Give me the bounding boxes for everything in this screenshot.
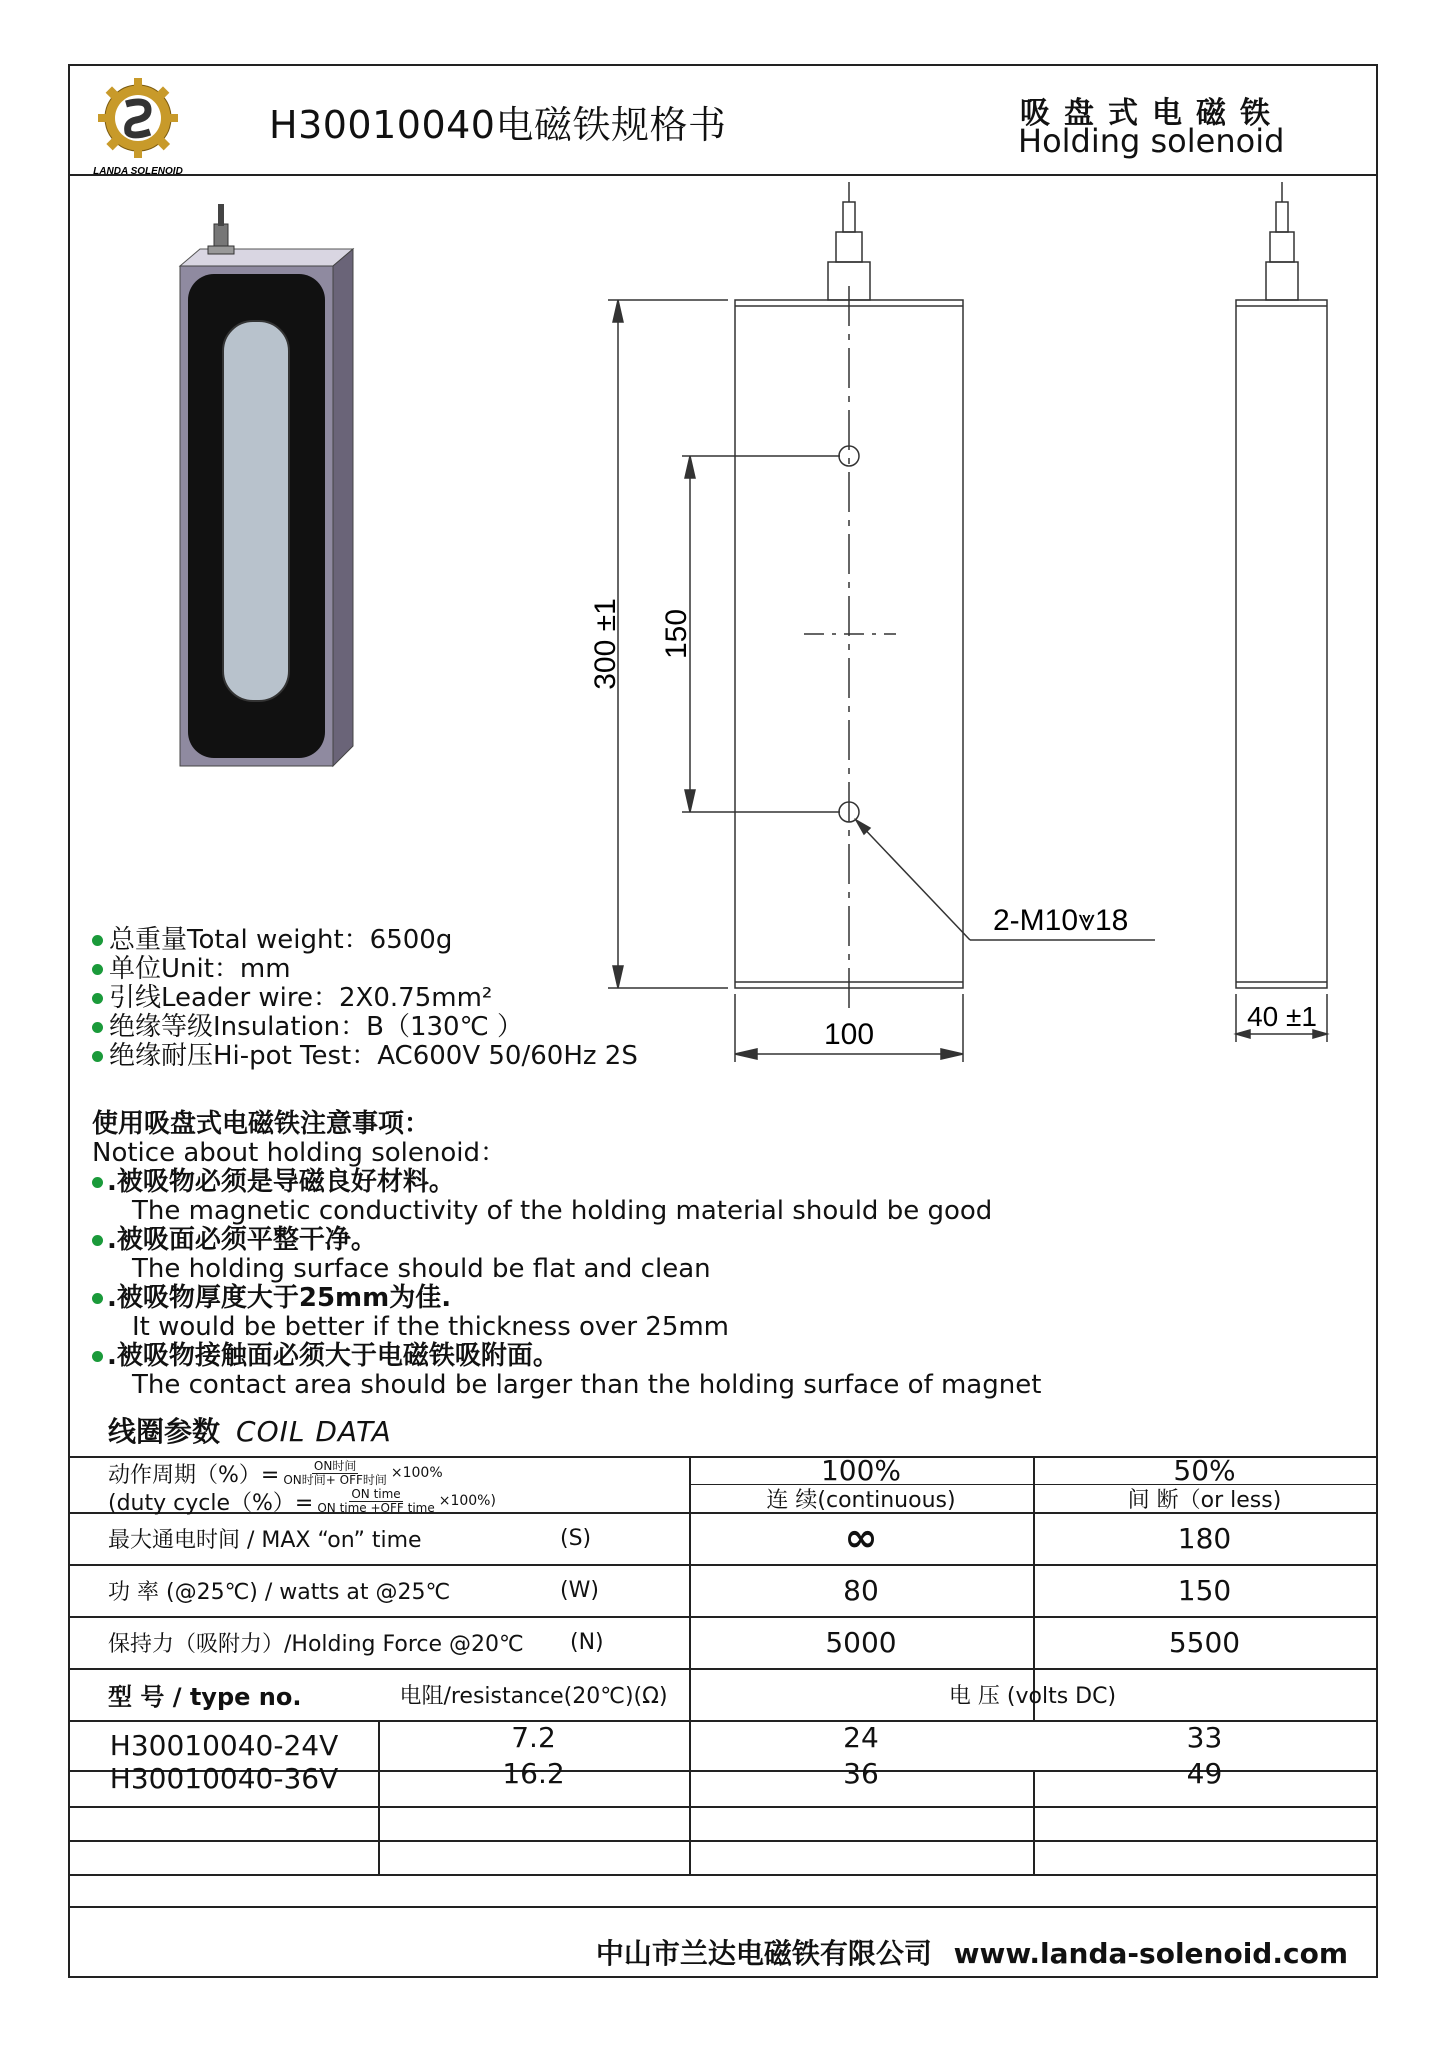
solenoid-3d-render [180,204,353,766]
force-intermittent: 5500 [1168,1625,1241,1659]
bullet-icon [92,1351,103,1362]
power-intermittent: 150 [1177,1573,1232,1607]
notice-item-cn: .被吸面必须平整干净。 [92,1226,1041,1255]
resistance-row-1: 7.2 [511,1720,556,1754]
duty-50: 50% [1173,1453,1236,1487]
table-line [70,1840,1376,1842]
spec-unit: 单位Unit：mm [92,955,638,984]
notice-section [92,1110,1041,1400]
mode-intermittent: 间 断（or less) [1127,1487,1282,1513]
mode-continuous: 连 续(continuous) [766,1487,956,1513]
spec-insulation: 绝缘等级Insulation：B（130℃ ） [92,1013,638,1042]
notice-title-cn: 使用吸盘式电磁铁注意事项： [92,1109,431,1139]
type-row-1: H30010040-24V [109,1728,339,1762]
duty-fraction: $\frac{\text{ON时间}}{\text{ON时间+ OFF时间}}$ [283,1458,387,1487]
product-type-cn: 吸盘式电磁铁 [1020,96,1284,131]
hole-callout-text: 2-M10⩔18 [993,904,1129,937]
voltage-continuous-row-2: 36 [843,1756,879,1790]
dim-thickness: 40 ±1 [1247,1001,1317,1032]
force-unit: (N) [570,1629,604,1655]
bullet-icon [92,1051,103,1062]
notice-item-en: The contact area should be larger than the holding surface of magnet [132,1370,1042,1400]
max-on-intermittent: 180 [1177,1521,1232,1555]
voltage-continuous-row-1: 24 [843,1720,879,1754]
duty-cycle-label-cn: 动作周期（%）= $\frac{\text{ON时间}}{\text{ON时间+ OFF时间}}$ ×100% [108,1458,443,1488]
bullet-icon [92,1177,103,1188]
duty-fraction: $\frac{\text{ON time}}{\text{ON time +OFF time}}$ [317,1486,435,1515]
max-on-label: 最大通电时间 / MAX “on” time [108,1527,422,1553]
spec-leader-wire: 引线Leader wire：2X0.75mm² [92,984,638,1013]
table-line [70,1806,1376,1808]
notice-title-en: Notice about holding solenoid： [92,1138,506,1168]
duty-100: 100% [820,1453,902,1487]
force-label: 保持力（吸附力）/Holding Force @20℃ [108,1631,524,1657]
max-on-unit: (S) [560,1525,592,1551]
bullet-icon [92,964,103,975]
dim-length: 300 ±1 [589,598,622,690]
table-bottom-border [70,1874,1376,1876]
power-continuous: 80 [843,1573,879,1607]
notice-item-en: It would be better if the thickness over 25mm [132,1312,730,1342]
spec-weight: 总重量Total weight：6500g [92,926,638,955]
voltage-intermittent-row-1: 33 [1186,1720,1223,1754]
dim-width: 100 [823,1018,875,1051]
coil-data-title [108,1410,392,1450]
bullet-icon [92,1235,103,1246]
coil-title-en: COIL DATA [236,1415,392,1448]
website-link[interactable]: www.landa-solenoid.com [953,1937,1348,1970]
voltage-intermittent-row-2: 49 [1186,1756,1223,1790]
resistance-row-2: 16.2 [502,1756,565,1790]
max-on-continuous: ∞ [844,1515,878,1561]
footer [596,1932,1348,1972]
type-header: 型 号 / type no. [108,1682,302,1711]
front-view [735,182,963,1016]
notice-item-en: The magnetic conductivity of the holding material should be good [132,1196,993,1226]
coil-title-cn: 线圈参数 [108,1415,221,1448]
resistance-header: 电阻/resistance(20℃)(Ω) [399,1683,668,1709]
spec-hipot: 绝缘耐压Hi-pot Test：AC600V 50/60Hz 2S [92,1042,638,1071]
notice-item-cn: .被吸物厚度大于25mm为佳. [92,1284,1041,1313]
power-label: 功 率 (@25℃) / watts at @25℃ [108,1579,451,1605]
force-continuous: 5000 [825,1625,897,1659]
notice-item-en: The holding surface should be flat and clean [132,1254,711,1284]
bullet-icon [92,993,103,1004]
voltage-header: 电 压 (volts DC) [948,1683,1117,1709]
bullet-icon [92,1293,103,1304]
bullet-icon [92,1022,103,1033]
spec-list [92,926,638,1071]
spec-sheet [68,64,1378,1978]
type-row-2: H30010040-36V [109,1761,339,1795]
notice-item-cn: .被吸物必须是导磁良好材料。 [92,1168,1041,1197]
document-title: H30010040电磁铁规格书 [269,103,727,147]
product-type-en: Holding solenoid [1018,122,1285,160]
footer-divider [70,1906,1376,1908]
duty-cycle-label-en: (duty cycle（%）= $\frac{\text{ON time}}{\text{ON time +OFF time}}$ ×100%) [108,1486,496,1516]
bullet-icon [92,935,103,946]
power-unit: (W) [560,1577,599,1603]
company-name: 中山市兰达电磁铁有限公司 [595,1937,932,1970]
logo-text: LANDA SOLENOID [93,166,183,177]
side-view [1236,182,1327,988]
landa-logo [90,74,190,178]
dim-hole-spacing: 150 [660,608,693,660]
notice-item-cn: .被吸物接触面必须大于电磁铁吸附面。 [92,1342,1041,1371]
